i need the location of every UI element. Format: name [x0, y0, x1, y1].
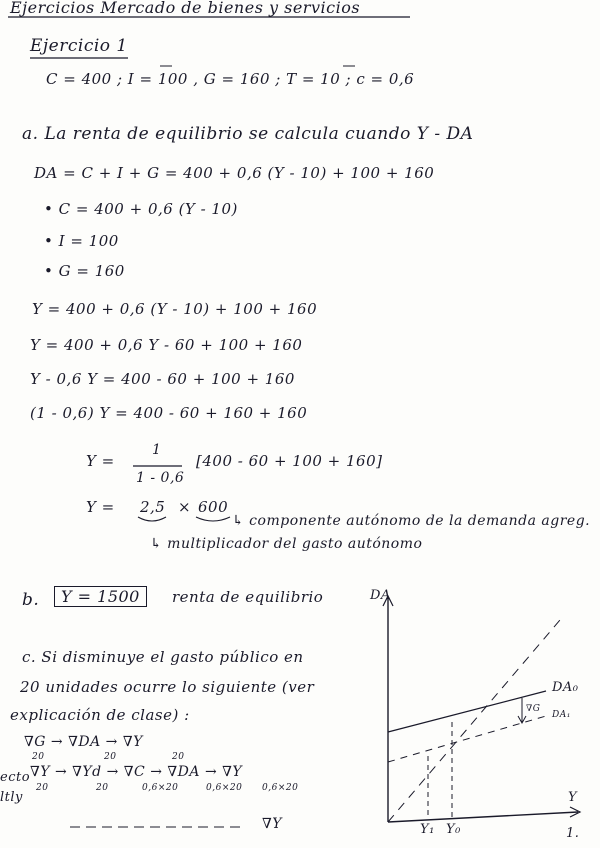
margin-text-1: ecto [0, 770, 31, 785]
margin-text-2: ltly [0, 790, 23, 805]
part-b-label: b. [22, 590, 40, 610]
da-equation: DA = C + I + G = 400 + 0,6 (Y - 10) + 100 + 160 [34, 164, 435, 182]
part-b-text: renta de equilibrio [172, 588, 324, 606]
result-lhs: Y = [86, 498, 115, 516]
page-header: Ejercicios Mercado de bienes y servicios [10, 0, 361, 17]
chain-1-sub-1: 20 [32, 752, 45, 762]
chain-1: ∇G → ∇DA → ∇Y [24, 734, 143, 750]
chain-2: ∇Y → ∇Yd → ∇C → ∇DA → ∇Y [30, 764, 243, 780]
bullet-i-text: I = 100 [58, 232, 119, 250]
chain-1-sub-3: 20 [172, 752, 185, 762]
chain-3-end: ∇Y [262, 816, 283, 832]
equilibrium-box: Y = 1500 [54, 586, 147, 607]
graph-da1-label: DA₁ [552, 710, 571, 720]
part-c-line-1: c. Si disminuye el gasto público en [22, 648, 304, 666]
bullet-c: • C = 400 + 0,6 (Y - 10) [44, 200, 238, 218]
graph-x-axis-label: Y [568, 790, 578, 805]
graph-da0-label: DA₀ [552, 680, 579, 695]
graph-shift-label: ∇G [526, 704, 541, 714]
chain-2-sub-4: 0,6×20 [206, 783, 243, 793]
chain-2-sub-3: 0,6×20 [142, 783, 179, 793]
exercise-givens: C = 400 ; I = 100 , G = 160 ; T = 10 ; c = 0,6 [46, 70, 415, 88]
note-autonomous: ↳ componente autónomo de la demanda agreg. [232, 513, 591, 529]
exercise-heading: Ejercicio 1 [30, 36, 128, 56]
page-number: 1. [566, 826, 580, 841]
fraction-rest: [400 - 60 + 100 + 160] [196, 452, 383, 470]
result-autonomous: 600 [198, 498, 229, 516]
graph-tick-y0: Y₀ [446, 822, 461, 837]
bullet-c-text: C = 400 + 0,6 (Y - 10) [58, 200, 238, 218]
chain-2-sub-2: 20 [96, 783, 109, 793]
part-a-intro: a. La renta de equilibrio se calcula cuando Y - DA [22, 124, 474, 144]
step-3: Y - 0,6 Y = 400 - 60 + 100 + 160 [30, 370, 295, 388]
graph-tick-y1: Y₁ [420, 822, 435, 837]
step-2: Y = 400 + 0,6 Y - 60 + 100 + 160 [30, 336, 303, 354]
note-multiplier: ↳ multiplicador del gasto autónomo [150, 536, 423, 552]
fraction-numerator: 1 [152, 442, 162, 458]
part-c-line-3: explicación de clase) : [10, 706, 190, 724]
graph-y-axis-label: DA [370, 588, 391, 603]
step-1: Y = 400 + 0,6 (Y - 10) + 100 + 160 [32, 300, 318, 318]
fraction-lhs: Y = [86, 452, 115, 470]
bullet-i: • I = 100 [44, 232, 119, 250]
result-times: × [178, 498, 192, 516]
chain-2-sub-5: 0,6×20 [262, 783, 299, 793]
chain-1-sub-2: 20 [104, 752, 117, 762]
result-multiplier: 2,5 [140, 498, 166, 516]
bullet-g: • G = 160 [44, 262, 125, 280]
chain-2-sub-1: 20 [36, 783, 49, 793]
bullet-g-text: G = 160 [58, 262, 125, 280]
part-c-line-2: 20 unidades ocurre lo siguiente (ver [20, 678, 315, 696]
step-4: (1 - 0,6) Y = 400 - 60 + 160 + 160 [30, 404, 308, 422]
fraction-denominator: 1 - 0,6 [136, 470, 185, 486]
